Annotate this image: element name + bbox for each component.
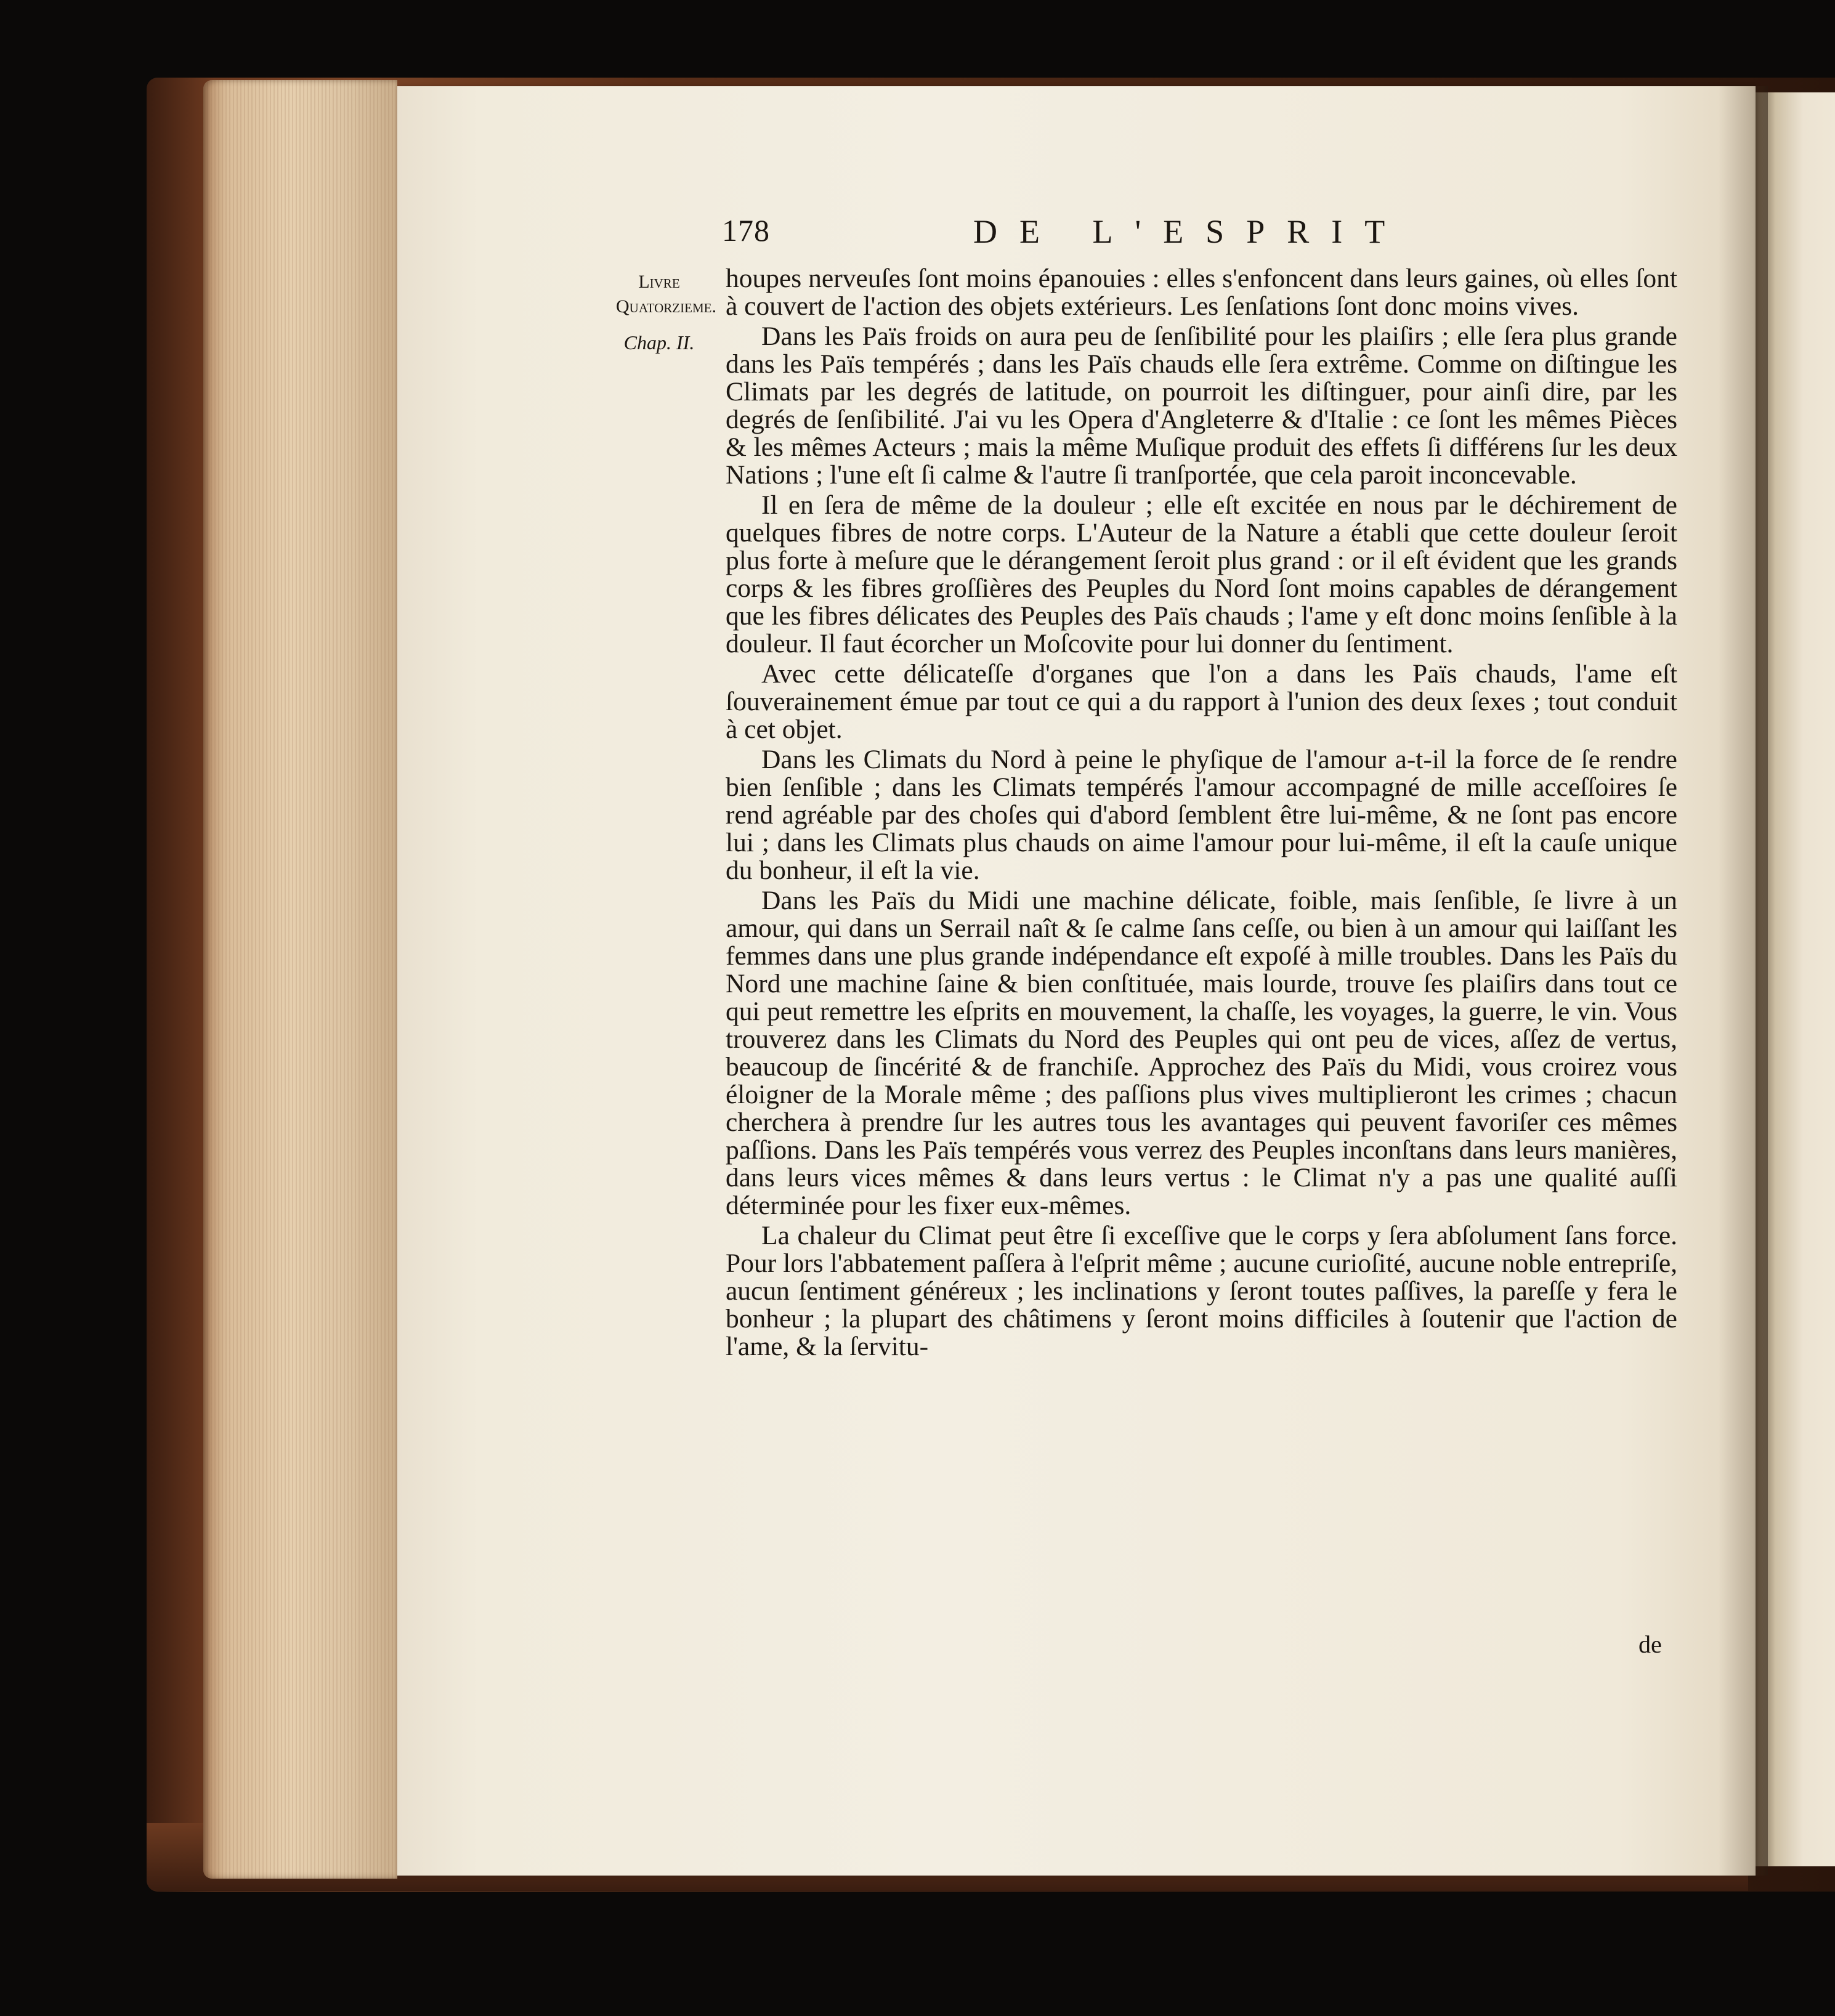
paragraph: Dans les Païs du Midi une machine délicate, foible, mais ſenſible, ſe livre à un amour, qui dans un Serrail naît & ſe calme ſans ceſſe, ou bien à un amour qui laiſſant les femmes dans une plus grande indépendance eſt expoſé à mille troubles. Dans les Païs du Nord une machine ſaine & bien conſtituée, mais lourde, trouve ſes plaiſirs dans tout ce qui peut remettre les eſprits en mouvement, la chaſſe, les voyages, la guerre, le vin. Vous trouverez dans les Climats du Nord des Peuples qui ont peu de vices, aſſez de vertus, beaucoup de ſincérité & de franchiſe. Approchez des Païs du Midi, vous croirez vous éloigner de la Morale même ; des paſſions plus vives multiplieront les crimes ; chacun cherchera à prendre ſur les autres tous les avantages qui peuvent favoriſer ces mêmes paſſions. Dans les Païs tempérés vous verrez des Peuples inconſtans dans leurs manières, dans leurs vices mêmes & dans leurs vertus : le Climat n'y a pas une qualité auſſi déterminée pour les fixer eux-mêmes.: [726, 886, 1677, 1220]
paragraph: houpes nerveuſes ſont moins épanouies : elles s'enfoncent dans leurs gaines, où elles ſont à couvert de l'action des objets extérieurs. Les ſenſations ſont donc moins vives.: [726, 264, 1677, 321]
paragraph: Dans les Païs froids on aura peu de ſenſibilité pour les plaiſirs ; elle ſera plus grande dans les Païs tempérés ; dans les Païs chauds elle ſera extrême. Comme on diſtingue les Climats par les degrés de latitude, on pourroit les diſtinguer, pour ainſi dire, par les degrés de ſenſibilité. J'ai vu les Opera d'Angleterre & d'Italie : ce ſont les mêmes Pièces & les mêmes Acteurs ; mais la même Muſique produit des effets ſi différens ſur les deux Nations ; l'une eſt ſi calme & l'autre ſi tranſportée, que cela paroit inconcevable.: [726, 322, 1677, 490]
margin-note: [616, 270, 716, 355]
page-block-edge: [203, 80, 397, 1879]
margin-note-chapter: Chap. II.: [623, 331, 695, 354]
catchword: de: [1639, 1630, 1662, 1658]
page-number: 178: [722, 213, 770, 248]
body-text: [726, 265, 1677, 1363]
gutter-shadow: [1719, 86, 1768, 1876]
margin-note-book: Livre Quatorzieme.: [616, 272, 716, 317]
running-title: DE L'ESPRIT: [973, 213, 1408, 250]
paragraph: Il en ſera de même de la douleur ; elle eſt excitée en nous par le déchirement de quelques fibres de notre corps. L'Auteur de la Nature a établi que cette douleur ſeroit plus forte à meſure que le dérangement ſeroit plus grand : or il eſt évident que les grands corps & les fibres groſſières des Peuples du Nord ſont moins capables de dérangement que les fibres délicates des Peuples des Païs chauds ; l'ame y eſt donc moins ſenſible à la douleur. Il faut écorcher un Moſcovite pour lui donner du ſentiment.: [726, 490, 1677, 658]
paragraph: Avec cette délicateſſe d'organes que l'on a dans les Païs chauds, l'ame eſt ſouverainement émue par tout ce qui a du rapport à l'union des deux ſexes ; tout conduit à cet objet.: [726, 659, 1677, 744]
paragraph: Dans les Climats du Nord à peine le phyſique de l'amour a-t-il la force de ſe rendre bien ſenſible ; dans les Climats tempérés l'amour accompagné de mille acceſſoires ſe rend agréable par des choſes qui d'abord ſemblent être lui-même, & ne ſont pas encore lui ; dans les Climats plus chauds on aime l'amour pour lui-même, il eſt la cauſe unique du bonheur, il eſt la vie.: [726, 745, 1677, 885]
paragraph: La chaleur du Climat peut être ſi exceſſive que le corps y ſera abſolument ſans force. Pour lors l'abbatement paſſera à l'eſprit même ; aucune curioſité, aucune noble entrepriſe, aucun ſentiment généreux ; les inclinations y ſeront toutes paſſives, la pareſſe y fera le bonheur ; la plupart des châtimens y ſeront moins difficiles à ſoutenir que l'action de l'ame, & la ſervitu-: [726, 1221, 1677, 1361]
